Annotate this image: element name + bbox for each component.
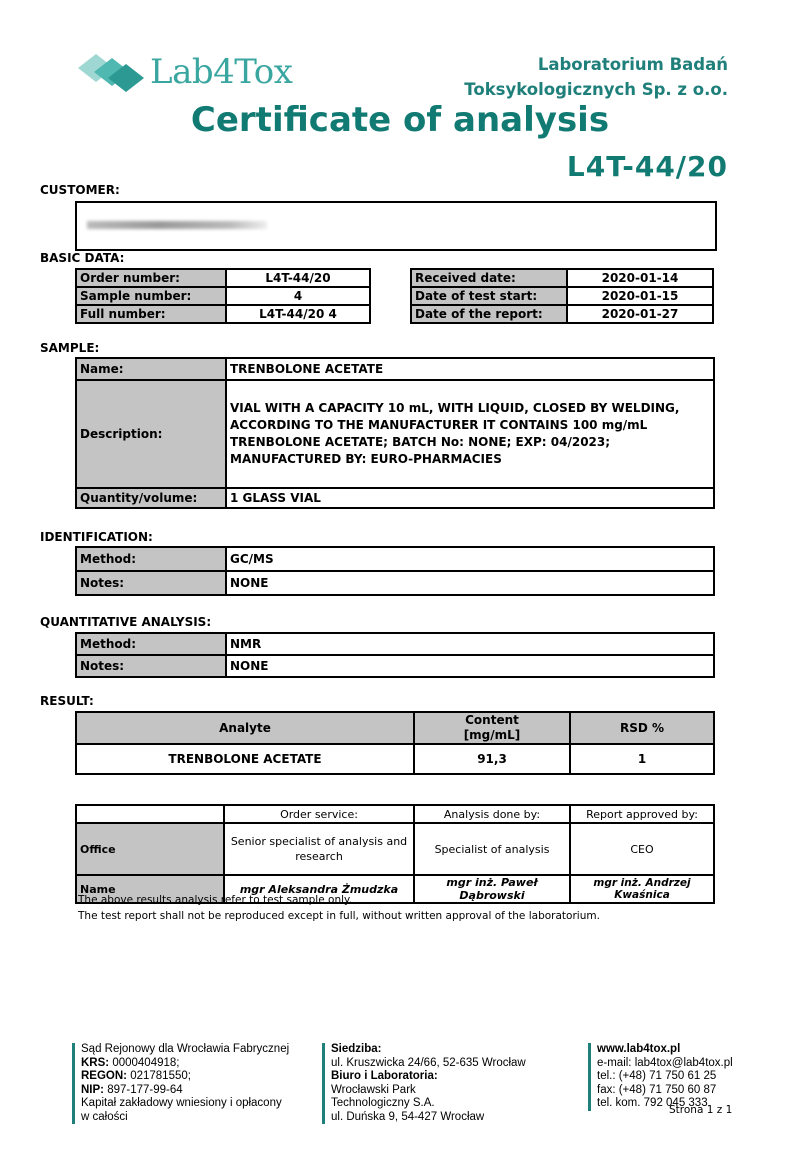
sample-table (75, 357, 715, 509)
footer-address-2: ul. Duńska 9, 54-427 Wrocław (331, 1110, 485, 1123)
sample-number-value: 4 (226, 287, 370, 305)
col-order-service: Order service: (224, 805, 414, 823)
footer-tel: tel.: (+48) 71 750 61 25 (597, 1070, 717, 1082)
sample-number-key: Sample number: (76, 287, 226, 305)
order-number-key: Order number: (76, 269, 226, 287)
result-rsd: 1 (570, 744, 714, 774)
test-start-value: 2020-01-15 (567, 287, 713, 305)
sample-description-key: Description: (76, 380, 226, 488)
nip-label: NIP: (81, 1083, 104, 1096)
footer-park: Wrocławski Park (331, 1083, 416, 1096)
content-header-line-2: [mg/mL] (463, 728, 521, 742)
basic-data-right-table (410, 268, 714, 324)
customer-box (75, 201, 717, 251)
nip-value: 897-177-99-64 (104, 1083, 183, 1096)
customer-label: CUSTOMER: (40, 183, 120, 197)
siedziba-label (331, 1043, 526, 1057)
footer-address-1: ul. Kruszwicka 24/66, 52-635 Wrocław (331, 1056, 526, 1069)
footer-email[interactable]: e-mail: lab4tox@lab4tox.pl (597, 1056, 733, 1069)
page-number: Strona 1 z 1 (669, 1104, 733, 1116)
name-label: Name (76, 875, 224, 903)
quantitative-method-value: NMR (226, 633, 714, 655)
footer-capital-2: w całości (81, 1110, 128, 1123)
result-content: 91,3 (414, 744, 570, 774)
company-line-1: Laboratorium Badań (537, 55, 728, 74)
regon-label: REGON: (81, 1070, 127, 1082)
name-order: mgr Aleksandra Żmudzka (224, 875, 414, 903)
website-link[interactable]: www.lab4tox.pl (597, 1043, 681, 1055)
footer-nip (81, 1084, 289, 1098)
identification-table (75, 546, 715, 596)
result-analyte: TRENBOLONE ACETATE (76, 744, 414, 774)
sample-label: SAMPLE: (40, 341, 100, 355)
footer-www (597, 1043, 733, 1057)
footer-registry (72, 1043, 289, 1124)
footer-telkom: tel. kom. 792 045 333 (597, 1097, 708, 1109)
office-approved: CEO (570, 823, 714, 875)
footer-regon (81, 1070, 289, 1084)
sample-name-value: TRENBOLONE ACETATE (226, 358, 714, 380)
identification-method-key: Method: (76, 547, 226, 571)
sample-name-key: Name: (76, 358, 226, 380)
quantitative-notes-value: NONE (226, 655, 714, 677)
company-logo (78, 50, 293, 100)
identification-method-value: GC/MS (226, 547, 714, 571)
signatures-corner (76, 805, 224, 823)
full-number-key: Full number: (76, 305, 226, 323)
result-header-content (414, 712, 570, 744)
biuro-label (331, 1070, 526, 1084)
footer-technology: Technologiczny S.A. (331, 1097, 435, 1109)
basic-data-label: BASIC DATA: (40, 251, 125, 265)
test-start-key: Date of test start: (411, 287, 567, 305)
order-number-value: L4T-44/20 (226, 269, 370, 287)
footer-capital-1: Kapitał zakładowy wniesiony i opłacony (81, 1097, 282, 1109)
office-label: Office (76, 823, 224, 875)
page-title: Certificate of analysis (190, 100, 610, 140)
regon-value: 021781550; (127, 1070, 191, 1082)
logo-text: Lab4Tox (150, 52, 293, 92)
biuro-text: Biuro i Laboratoria: (331, 1070, 438, 1082)
col-approved-by: Report approved by: (570, 805, 714, 823)
footer-fax: fax: (+48) 71 750 60 87 (597, 1083, 717, 1096)
received-date-key: Received date: (411, 269, 567, 287)
footer-contact (588, 1043, 733, 1111)
note-line-2: The test report shall not be reproduced except in full, without written approval of the laboratorium. (78, 910, 600, 922)
name-analysis: mgr inż. Paweł Dąbrowski (414, 875, 570, 903)
report-date-key: Date of the report: (411, 305, 567, 323)
note-line-1: The above results analysis refer to test sample only. (78, 894, 353, 906)
report-date-value: 2020-01-27 (567, 305, 713, 323)
footer-krs (81, 1057, 289, 1071)
result-table (75, 711, 715, 775)
name-approved: mgr inż. Andrzej Kwaśnica (570, 875, 714, 903)
krs-label: KRS: (81, 1056, 110, 1069)
sample-quantity-key: Quantity/volume: (76, 488, 226, 508)
received-date-value: 2020-01-14 (567, 269, 713, 287)
identification-notes-key: Notes: (76, 571, 226, 595)
result-header-analyte: Analyte (76, 712, 414, 744)
footer-address (322, 1043, 526, 1124)
col-analysis-done: Analysis done by: (414, 805, 570, 823)
company-name (464, 52, 728, 102)
signatures-table (75, 804, 715, 904)
sample-description-value: VIAL WITH A CAPACITY 10 mL, WITH LIQUID, CLOSED BY WELDING, ACCORDING TO THE MANUFACTURER IT CONTAINS 100 mg/mL TRENBOLONE ACETATE; BATCH No: NONE; EXP: 04/2023; MANUFACTURED BY: EURO-PHARMACIES (226, 380, 714, 488)
sample-quantity-value: 1 GLASS VIAL (226, 488, 714, 508)
result-label: RESULT: (40, 694, 94, 708)
company-line-2: Toksykologicznych Sp. z o.o. (464, 80, 728, 99)
content-header-line-1: Content (465, 713, 519, 727)
office-analysis: Specialist of analysis (414, 823, 570, 875)
quantitative-table (75, 632, 715, 678)
identification-notes-value: NONE (226, 571, 714, 595)
quantitative-notes-key: Notes: (76, 655, 226, 677)
office-order: Senior specialist of analysis and research (224, 823, 414, 875)
result-header-rsd: RSD % (570, 712, 714, 744)
identification-label: IDENTIFICATION: (40, 530, 153, 544)
quantitative-method-key: Method: (76, 633, 226, 655)
krs-value: 0000404918; (109, 1056, 180, 1069)
footer-court: Sąd Rejonowy dla Wrocławia Fabrycznej (81, 1043, 290, 1055)
siedziba-text: Siedziba: (331, 1043, 382, 1055)
full-number-value: L4T-44/20 4 (226, 305, 370, 323)
basic-data-left-table (75, 268, 371, 324)
certificate-number: L4T-44/20 (566, 150, 728, 183)
redacted-customer (87, 221, 267, 229)
quantitative-label: QUANTITATIVE ANALYSIS: (40, 615, 212, 629)
logo-icon (78, 50, 148, 100)
